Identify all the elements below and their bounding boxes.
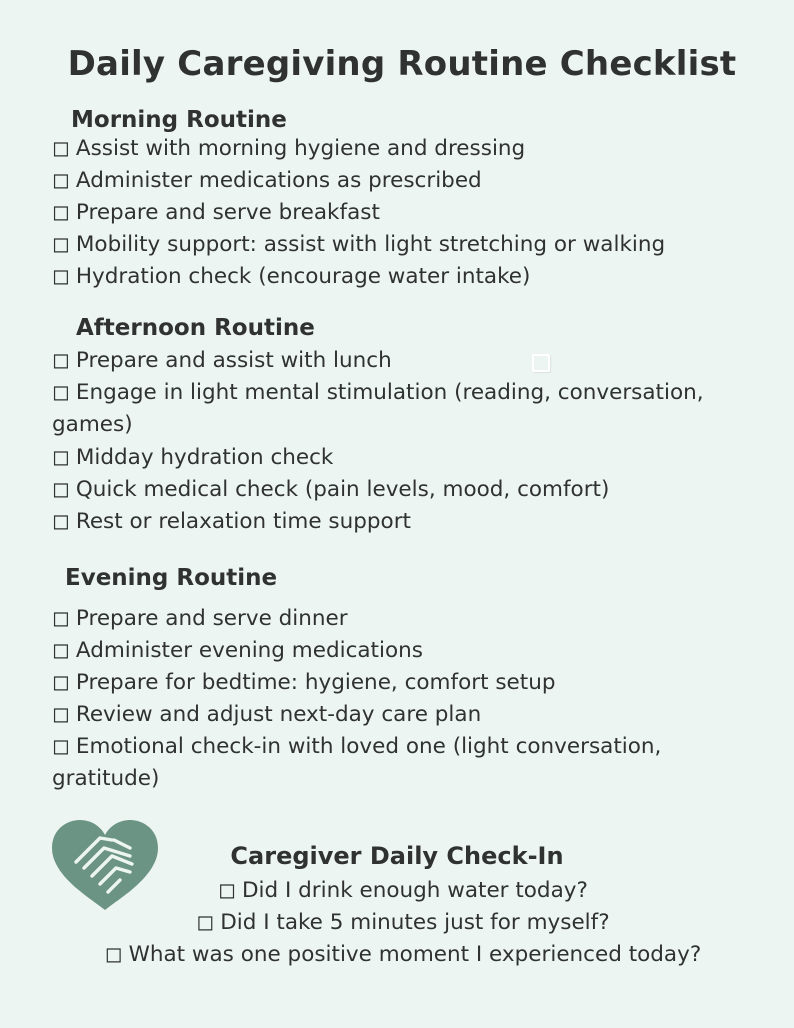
checklist-item[interactable] bbox=[52, 345, 392, 377]
checklist-item[interactable] bbox=[52, 667, 555, 699]
checkbox-icon[interactable]: ◻ bbox=[52, 477, 70, 502]
item-label: Prepare and serve dinner bbox=[75, 606, 348, 631]
item-label: Emotional check-in with loved one (light conversation, bbox=[75, 734, 662, 759]
item-label: What was one positive moment I experienced today? bbox=[128, 942, 702, 967]
item-label: Did I take 5 minutes just for myself? bbox=[220, 910, 610, 935]
checkbox-icon[interactable]: ◻ bbox=[52, 200, 70, 225]
item-label: Engage in light mental stimulation (reading, conversation, bbox=[75, 380, 704, 405]
checkbox-icon[interactable]: ◻ bbox=[218, 878, 236, 903]
checklist-item[interactable] bbox=[52, 635, 423, 667]
item-label: Assist with morning hygiene and dressing bbox=[75, 136, 526, 161]
checkbox-icon[interactable]: ◻ bbox=[52, 168, 70, 193]
item-label: Rest or relaxation time support bbox=[75, 509, 411, 534]
checkin-item[interactable] bbox=[0, 907, 794, 939]
item-label: Mobility support: assist with light stretching or walking bbox=[75, 232, 666, 257]
checkbox-icon[interactable]: ◻ bbox=[52, 509, 70, 534]
item-label: Prepare and assist with lunch bbox=[75, 348, 392, 373]
checkin-item[interactable] bbox=[0, 939, 794, 971]
evening-heading: Evening Routine bbox=[65, 565, 278, 591]
blank-checkbox-icon[interactable] bbox=[532, 354, 550, 372]
item-label: Administer evening medications bbox=[75, 638, 423, 663]
item-label: Did I drink enough water today? bbox=[241, 878, 588, 903]
afternoon-heading: Afternoon Routine bbox=[76, 315, 315, 341]
checkbox-icon[interactable]: ◻ bbox=[52, 136, 70, 161]
checkbox-icon[interactable]: ◻ bbox=[52, 734, 70, 759]
checklist-item-continuation: gratitude) bbox=[52, 766, 160, 791]
checkin-item[interactable] bbox=[0, 875, 794, 907]
item-label: Midday hydration check bbox=[75, 445, 334, 470]
checkbox-icon[interactable]: ◻ bbox=[52, 702, 70, 727]
checkbox-icon[interactable]: ◻ bbox=[52, 638, 70, 663]
checklist-item[interactable] bbox=[52, 731, 661, 763]
item-label: Review and adjust next-day care plan bbox=[75, 702, 482, 727]
checklist-item[interactable] bbox=[52, 165, 482, 197]
checklist-item[interactable] bbox=[52, 133, 525, 165]
checkbox-icon[interactable]: ◻ bbox=[52, 445, 70, 470]
checklist-item[interactable] bbox=[52, 474, 609, 506]
checklist-item[interactable] bbox=[52, 603, 348, 635]
checklist-item[interactable] bbox=[52, 442, 333, 474]
checklist-item-continuation: games) bbox=[52, 412, 133, 437]
checklist-item[interactable] bbox=[52, 699, 481, 731]
checklist-item[interactable] bbox=[52, 229, 665, 261]
checkbox-icon[interactable]: ◻ bbox=[52, 670, 70, 695]
checklist-item[interactable] bbox=[52, 506, 411, 538]
item-label: Prepare for bedtime: hygiene, comfort setup bbox=[75, 670, 556, 695]
item-label: Administer medications as prescribed bbox=[75, 168, 482, 193]
checklist-item[interactable] bbox=[52, 261, 530, 293]
checkbox-icon[interactable]: ◻ bbox=[52, 606, 70, 631]
checkbox-icon[interactable]: ◻ bbox=[196, 910, 215, 935]
morning-heading: Morning Routine bbox=[71, 107, 287, 133]
checkbox-icon[interactable]: ◻ bbox=[52, 264, 70, 289]
item-label: Quick medical check (pain levels, mood, comfort) bbox=[75, 477, 610, 502]
checklist-item[interactable] bbox=[52, 197, 380, 229]
checklist-item[interactable] bbox=[52, 377, 704, 409]
page-title: Daily Caregiving Routine Checklist bbox=[67, 44, 737, 84]
checkbox-icon[interactable]: ◻ bbox=[104, 942, 123, 967]
checkbox-icon[interactable]: ◻ bbox=[52, 348, 70, 373]
checkin-heading: Caregiver Daily Check-In bbox=[230, 842, 564, 870]
item-label: Hydration check (encourage water intake) bbox=[75, 264, 531, 289]
checkbox-icon[interactable]: ◻ bbox=[52, 380, 70, 405]
checkbox-icon[interactable]: ◻ bbox=[52, 232, 70, 257]
item-label: Prepare and serve breakfast bbox=[75, 200, 380, 225]
